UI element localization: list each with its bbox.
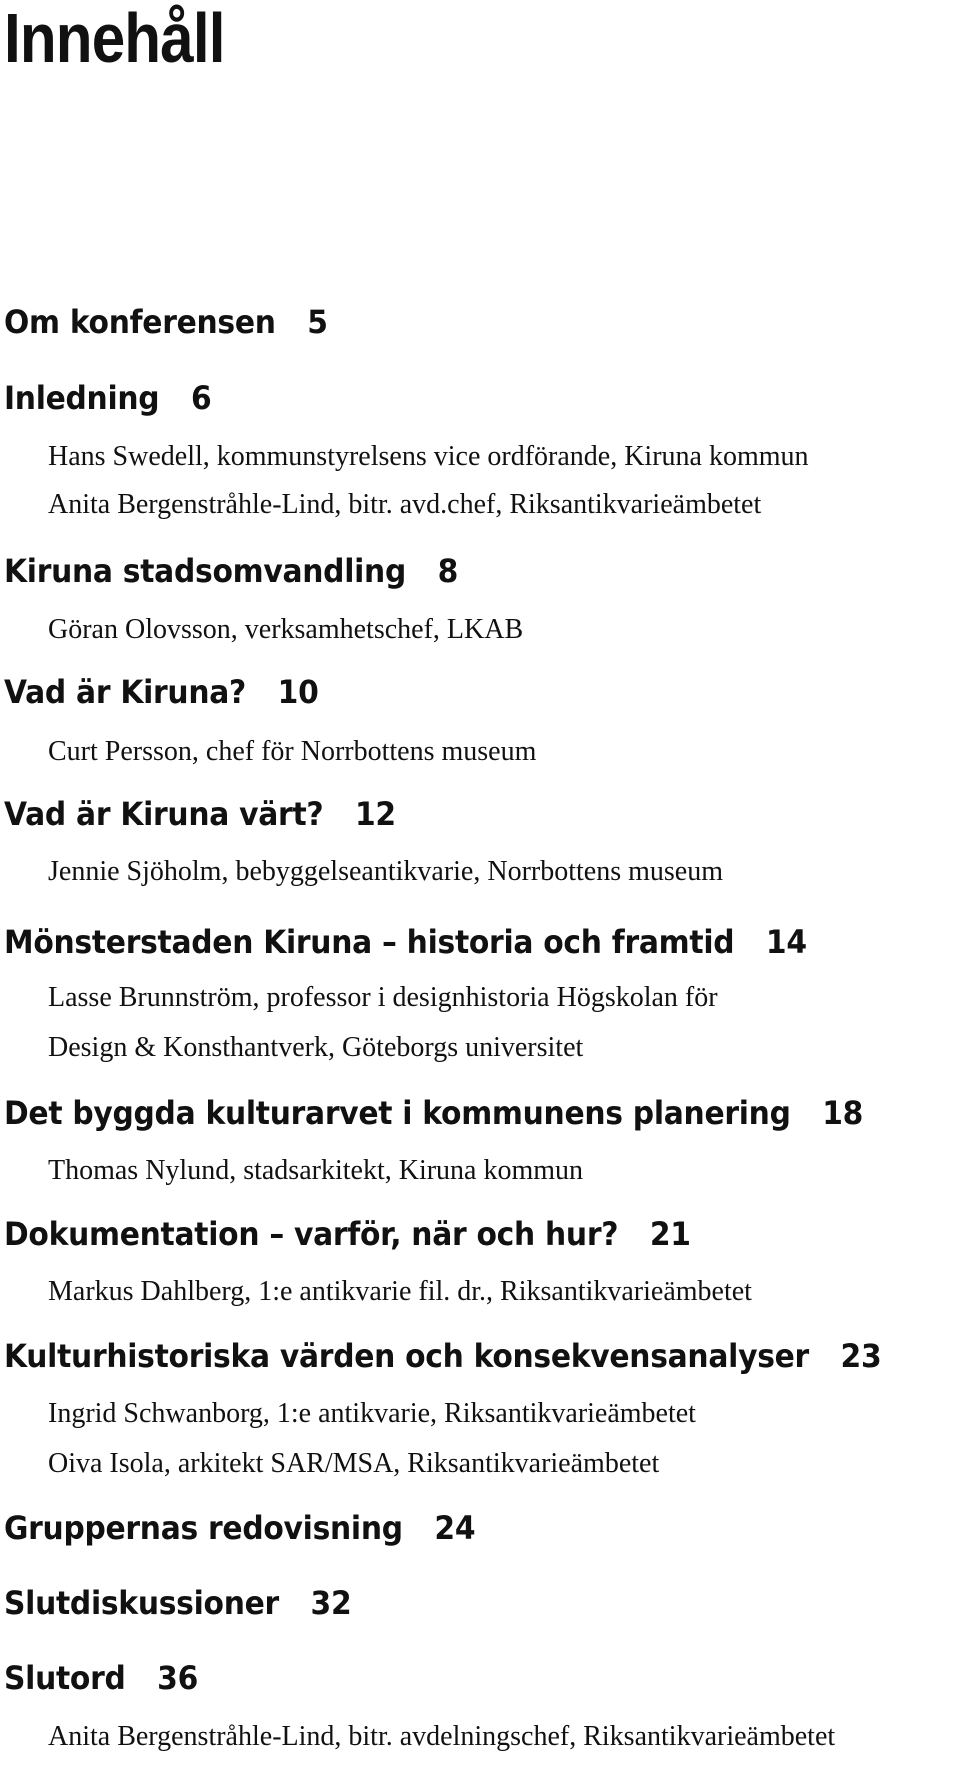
toc-entry-heading [4, 1658, 198, 1698]
toc-heading-text: Inledning [4, 379, 160, 417]
toc-entry-author: Lasse Brunnström, professor i designhistoria Högskolan för [48, 982, 718, 1013]
toc-entry-heading [4, 672, 319, 712]
toc-page-number: 5 [307, 303, 328, 341]
toc-page-number: 36 [157, 1659, 199, 1697]
toc-entry-heading [4, 1583, 351, 1623]
toc-page-number: 12 [355, 795, 396, 833]
toc-entry-heading [4, 302, 328, 342]
toc-entry-heading [4, 1508, 475, 1548]
toc-entry-author: Ingrid Schwanborg, 1:e antikvarie, Riksantikvarieämbetet [48, 1398, 696, 1429]
toc-entry-author: Curt Persson, chef för Norrbottens museum [48, 736, 537, 767]
toc-heading-text: Mönsterstaden Kiruna – historia och framtid [4, 923, 735, 961]
toc-heading-text: Dokumentation – varför, när och hur? [4, 1215, 619, 1253]
toc-entry-heading [4, 1336, 881, 1376]
toc-entry-author: Thomas Nylund, stadsarkitekt, Kiruna kommun [48, 1155, 584, 1186]
page-title: Innehåll [4, 0, 225, 77]
toc-entry-author: Design & Konsthantverk, Göteborgs universitet [48, 1032, 584, 1063]
toc-page-number: 14 [765, 923, 807, 961]
toc-heading-text: Om konferensen [4, 303, 276, 341]
toc-heading-text: Vad är Kiruna värt? [4, 795, 324, 833]
toc-entry-author: Göran Olovsson, verksamhetschef, LKAB [48, 614, 524, 645]
toc-heading-text: Det byggda kulturarvet i kommunens planering [4, 1094, 791, 1132]
toc-entry-heading [4, 378, 211, 418]
toc-page-number: 6 [190, 379, 212, 417]
toc-entry-author: Jennie Sjöholm, bebyggelseantikvarie, Norrbottens museum [48, 856, 723, 887]
toc-entry-heading [4, 794, 396, 834]
toc-entry-heading [4, 1093, 863, 1133]
toc-entry-heading [4, 1214, 691, 1254]
toc-heading-text: Gruppernas redovisning [4, 1509, 403, 1547]
toc-page-number: 32 [310, 1584, 352, 1622]
toc-heading-text: Slutdiskussioner [4, 1584, 279, 1622]
toc-heading-text: Vad är Kiruna? [4, 673, 247, 711]
toc-page-number: 23 [840, 1337, 882, 1375]
toc-page-number: 10 [277, 673, 319, 711]
toc-entry-author: Oiva Isola, arkitekt SAR/MSA, Riksantikvarieämbetet [48, 1448, 660, 1479]
toc-heading-text: Kulturhistoriska värden och konsekvensanalyser [4, 1337, 809, 1375]
toc-entry-heading [4, 922, 807, 962]
toc-heading-text: Slutord [4, 1659, 126, 1697]
toc-page-number: 18 [822, 1094, 864, 1132]
toc-entry-author: Anita Bergenstråhle-Lind, bitr. avd.chef, Riksantikvarieämbetet [48, 489, 762, 520]
toc-heading-text: Kiruna stadsomvandling [4, 552, 406, 590]
toc-page-number: 8 [437, 552, 459, 590]
toc-page-number: 24 [434, 1509, 476, 1547]
toc-entry-heading [4, 551, 458, 591]
toc-entry-author: Hans Swedell, kommunstyrelsens vice ordförande, Kiruna kommun [48, 441, 809, 472]
toc-page-number: 21 [649, 1215, 691, 1253]
toc-entry-author: Anita Bergenstråhle-Lind, bitr. avdelningschef, Riksantikvarieämbetet [48, 1721, 836, 1752]
toc-entry-author: Markus Dahlberg, 1:e antikvarie fil. dr., Riksantikvarieämbetet [48, 1276, 752, 1307]
